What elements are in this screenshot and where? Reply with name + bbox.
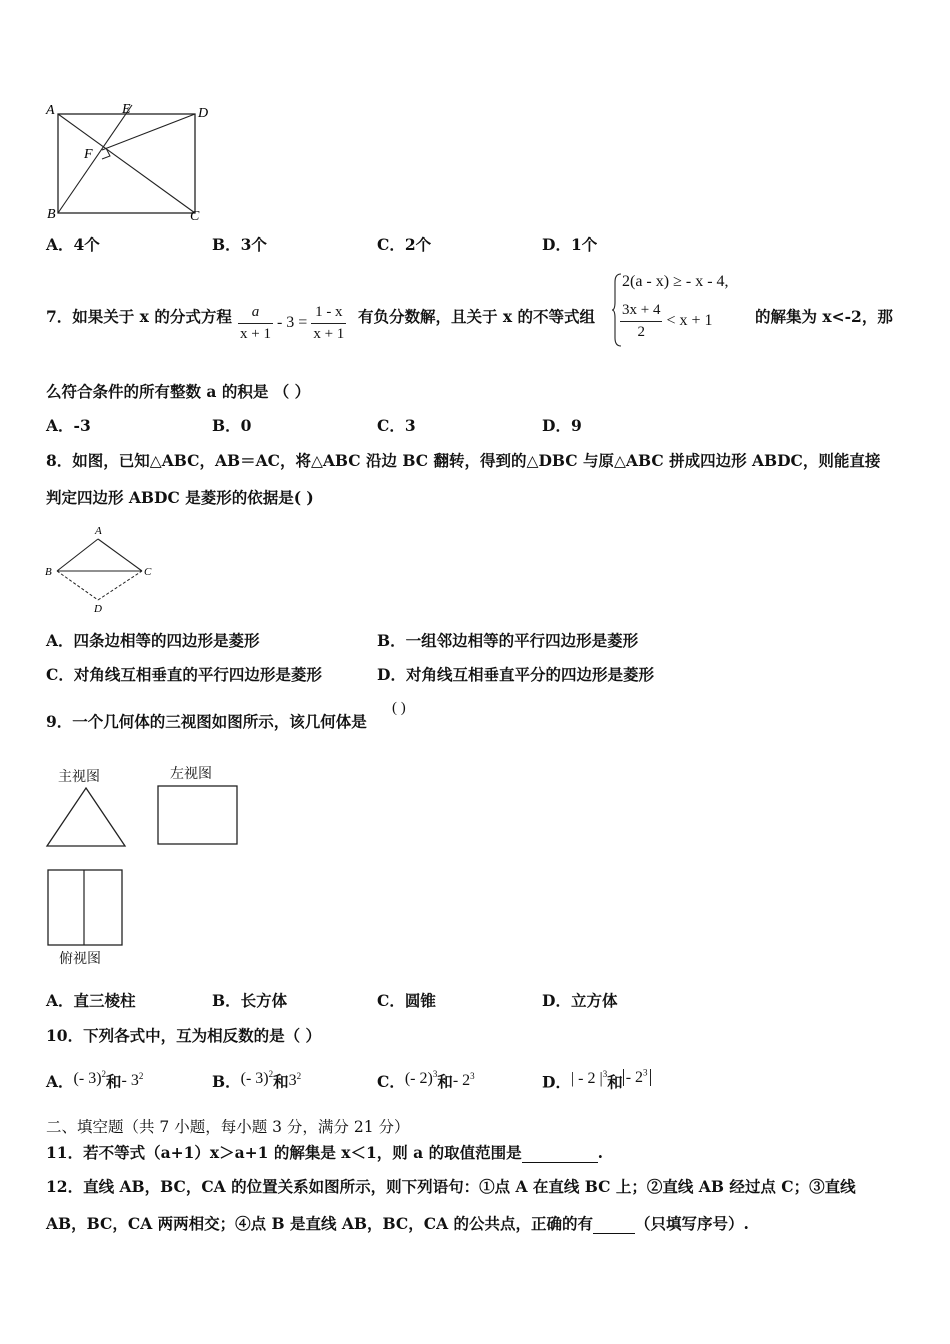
q11-body: 11．若不等式（a+1）x＞a+1 的解集是 x＜1，则 a 的取值范围是 — [46, 1143, 522, 1162]
label-e: E — [122, 102, 131, 117]
q10-a-right-exp: 2 — [138, 1071, 144, 1081]
q7-sys-frac-num: 3x + 4 — [620, 300, 662, 322]
q9-line: 9．一个几何体的三视图如图所示，该几何体是 — [46, 712, 367, 731]
label-a: A — [46, 103, 55, 118]
q7-frac2-den: x + 1 — [313, 326, 345, 342]
label-d: D — [94, 603, 102, 615]
q7-system-line2 — [620, 300, 713, 343]
q10-c-right-exp: 3 — [470, 1071, 475, 1081]
q9-option-d: D．立方体 — [542, 991, 618, 1010]
q8-option-c: C．对角线互相垂直的平行四边形是菱形 — [46, 665, 322, 684]
q9-option-a: A．直三棱柱 — [46, 991, 136, 1010]
side-ac — [98, 539, 142, 571]
q10-b-left-exp: 2 — [268, 1069, 274, 1079]
q9-paren: ( ) — [392, 700, 406, 716]
q8-line1: 8．如图，已知△ABC，AB＝AC，将△ABC 沿边 BC 翻转，得到的△DBC 与原△ABC 拼成四边形 ABDC，则能直接 — [46, 451, 881, 470]
q8-rhombus-figure — [42, 520, 157, 616]
q10-c-join: 和 — [437, 1072, 453, 1092]
q9-option-c: C．圆锥 — [377, 991, 436, 1010]
q10-b-label: B． — [212, 1072, 241, 1092]
q10-d-left-exp: 3 — [602, 1069, 608, 1080]
q8-option-a: A．四条边相等的四边形是菱形 — [46, 631, 260, 650]
q7-system-line1: 2(a - x) ≥ - x - 4, — [622, 273, 729, 290]
label-f: F — [84, 147, 93, 162]
q7-frac1-den: x + 1 — [240, 326, 271, 342]
q7-frac1-num: a — [238, 302, 273, 324]
q8-option-b: B．一组邻边相等的平行四边形是菱形 — [377, 631, 639, 650]
q12-answer-blank[interactable] — [593, 1217, 635, 1234]
diagonal-ac — [58, 114, 195, 213]
q7-sys-frac-den: 2 — [637, 324, 645, 340]
q9-left-view-label: 左视图 — [170, 765, 212, 781]
label-d: D — [198, 106, 209, 121]
label-c: C — [144, 566, 152, 578]
q10-c-left-exp: 3 — [432, 1069, 438, 1079]
q10-b-right-exp: 2 — [296, 1071, 302, 1081]
q9-option-b: B．长方体 — [212, 991, 288, 1010]
q7-equation — [238, 302, 346, 345]
q10-d-left: | - 2 | — [570, 1070, 603, 1088]
q7-option-a: A．-3 — [46, 416, 91, 435]
q11-end: . — [597, 1143, 604, 1162]
label-c: C — [190, 209, 200, 224]
q9-front-view-label: 主视图 — [58, 768, 100, 784]
q7-option-c: C．3 — [377, 416, 416, 435]
q6-option-c: C．2个 — [377, 235, 432, 254]
q10-option-b — [212, 1068, 301, 1093]
q10-option-d — [542, 1068, 651, 1093]
side-ab — [57, 539, 98, 571]
q10-c-left: (- 2) — [404, 1070, 433, 1088]
q10-a-join: 和 — [106, 1072, 122, 1092]
q10-b-join: 和 — [273, 1072, 289, 1092]
q8-line2: 判定四边形 ABDC 是菱形的依据是( ) — [46, 488, 314, 507]
q10-a-left-exp: 2 — [101, 1069, 107, 1079]
q7-frac2-num: 1 - x — [311, 302, 346, 324]
q12-line2-end: （只填写序号）. — [635, 1214, 749, 1233]
q10-d-right-text: - 2 — [625, 1069, 644, 1087]
q9-top-view-label: 俯视图 — [59, 950, 101, 966]
q9-left-view-rectangle — [156, 784, 240, 846]
q12-line2 — [46, 1214, 749, 1234]
q6-option-a: A．4个 — [46, 235, 100, 254]
label-b: B — [47, 207, 56, 222]
q7-line2: 么符合条件的所有整数 a 的积是 （ ） — [46, 382, 311, 401]
q11-answer-blank[interactable] — [522, 1146, 598, 1163]
q10-c-label: C． — [377, 1072, 405, 1092]
q7-suffix: 的解集为 x<-2，那 — [755, 307, 893, 326]
q6-option-d: D．1个 — [542, 235, 598, 254]
q8-option-d: D．对角线互相垂直平分的四边形是菱形 — [377, 665, 654, 684]
q10-a-left: (- 3) — [73, 1070, 102, 1088]
q6-rectangle-figure — [44, 100, 219, 224]
label-b: B — [45, 566, 52, 578]
q10-d-right-exp: 3 — [643, 1068, 648, 1078]
q7-option-b: B．0 — [212, 416, 252, 435]
q10-a-right: - 3 — [121, 1072, 139, 1090]
q10-a-label: A． — [46, 1072, 74, 1092]
q10-b-right: 3 — [288, 1072, 297, 1090]
q7-sys-line2-rest: < x + 1 — [666, 312, 713, 330]
q12-line2-body: AB，BC，CA 两两相交；④点 B 是直线 AB，BC，CA 的公共点，正确的有 — [46, 1214, 594, 1233]
side-bd — [57, 571, 98, 600]
q10-b-left: (- 3) — [240, 1070, 269, 1088]
q10-option-c — [377, 1068, 475, 1093]
section2-title: 二、填空题（共 7 小题，每小题 3 分，满分 21 分） — [46, 1118, 410, 1136]
q10-d-join: 和 — [607, 1072, 623, 1092]
label-a: A — [95, 525, 102, 537]
q9-front-view-triangle — [44, 785, 128, 849]
q7-middle: 有负分数解，且关于 x 的不等式组 — [358, 307, 596, 326]
line-df — [102, 114, 195, 150]
q7-eq-mid: - 3 = — [276, 314, 308, 332]
q10-d-right — [623, 1069, 651, 1086]
q10-d-label: D． — [542, 1072, 571, 1092]
side-dc — [98, 571, 142, 600]
q10-option-a — [46, 1068, 143, 1093]
q9-top-view-rectangle — [46, 868, 126, 948]
q6-option-b: B．3个 — [212, 235, 267, 254]
q11-text — [46, 1143, 603, 1163]
q7-option-d: D．9 — [542, 416, 582, 435]
q12-line1: 12．直线 AB，BC，CA 的位置关系如图所示，则下列语句：①点 A 在直线 BC 上；②直线 AB 经过点 C；③直线 — [46, 1177, 856, 1196]
q10-c-right: - 2 — [452, 1072, 471, 1090]
q7-prefix: 7．如果关于 x 的分式方程 — [46, 307, 232, 326]
q10-line: 10．下列各式中，互为相反数的是（ ） — [46, 1026, 321, 1045]
